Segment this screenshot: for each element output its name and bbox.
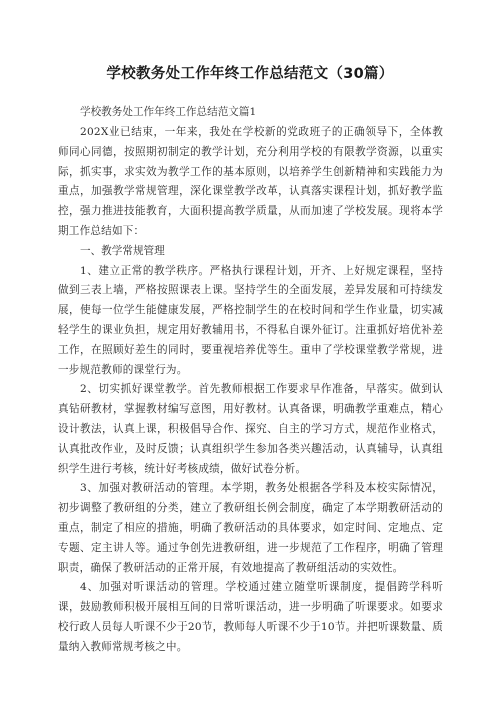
paragraph-intro: 202X业已结束，一年来，我处在学校新的党政班子的正确领导下，全体教师同心同德，按照期初制定的教学计划，充分利用学校的有限教学资源，以重实际，抓实事，求实效为教学工作的基本原则，以培养学生创新精神和实践能力为重点，加强教学常规管理，深化课堂教学改革，认真落实课程计划，抓好教学监控，强力推进技能教育，大面积提高教学质量，从而加速了学校发展。现将本学期工作总结如下： bbox=[58, 126, 443, 237]
paragraph-item-3: 3、加强对教研活动的管理。本学期，教务处根据各学科及本校实际情况，初步调整了教研组的分类，建立了教研组长例会制度，确定了本学期教研活动的重点，制定了相应的措施，明确了教研活动的具体要求，如定时间、定地点、定专题、定主讲人等。通过争创先进教研组，进一步规范了工作程序，明确了管理职责，确保了教研活动的正常开展，有效地提高了教研组活动的实效性。 bbox=[58, 482, 443, 574]
document-body bbox=[58, 103, 443, 658]
paragraph-item-1: 1、建立正常的教学秩序。严格执行课程计划，开齐、上好规定课程，坚持做到三表上墙，严格按照课表上课。坚持学生的全面发展，差异发展和可持续发展，使每一位学生能健康发展，严格控制学生的在校时间和学生作业量，切实减轻学生的课业负担，规定用好教辅用书，不得私自课外征订。注重抓好培优补差工作，在照顾好差生的同时，要重视培养优等生。重申了学校课堂教学常规，进一步规范教师的课堂行为。 bbox=[58, 264, 443, 376]
paragraph-item-4: 4、加强对听课活动的管理。学校通过建立随堂听课制度，提倡跨学科听课，鼓励教师积极开展相互间的日常听课活动，进一步明确了听课要求。如要求校行政人员每人听课不少于20节，教师每人听课不少于10节。并把听课数量、质量纳入教师常规考核之中。 bbox=[58, 581, 443, 653]
section-heading: 一、教学常规管理 bbox=[80, 244, 165, 257]
paragraph-item-2: 2、切实抓好课堂教学。首先教师根据工作要求早作准备，早落实。做到认真钻研教材，掌握教材编写意图，用好教材。认真备课，明确教学重难点，精心设计教法，认真上课，积极倡导合作、探究、自主的学习方式，规范作业格式，认真批改作业，及时反馈；认真组织学生参加各类兴趣活动，认真辅导，认真组织学生进行考核，统计好考核成绩，做好试卷分析。 bbox=[58, 383, 443, 475]
document-title: 学校教务处工作年终工作总结范文（30篇） bbox=[106, 66, 394, 82]
section-subtitle: 学校教务处工作年终工作总结范文篇1 bbox=[80, 106, 257, 118]
